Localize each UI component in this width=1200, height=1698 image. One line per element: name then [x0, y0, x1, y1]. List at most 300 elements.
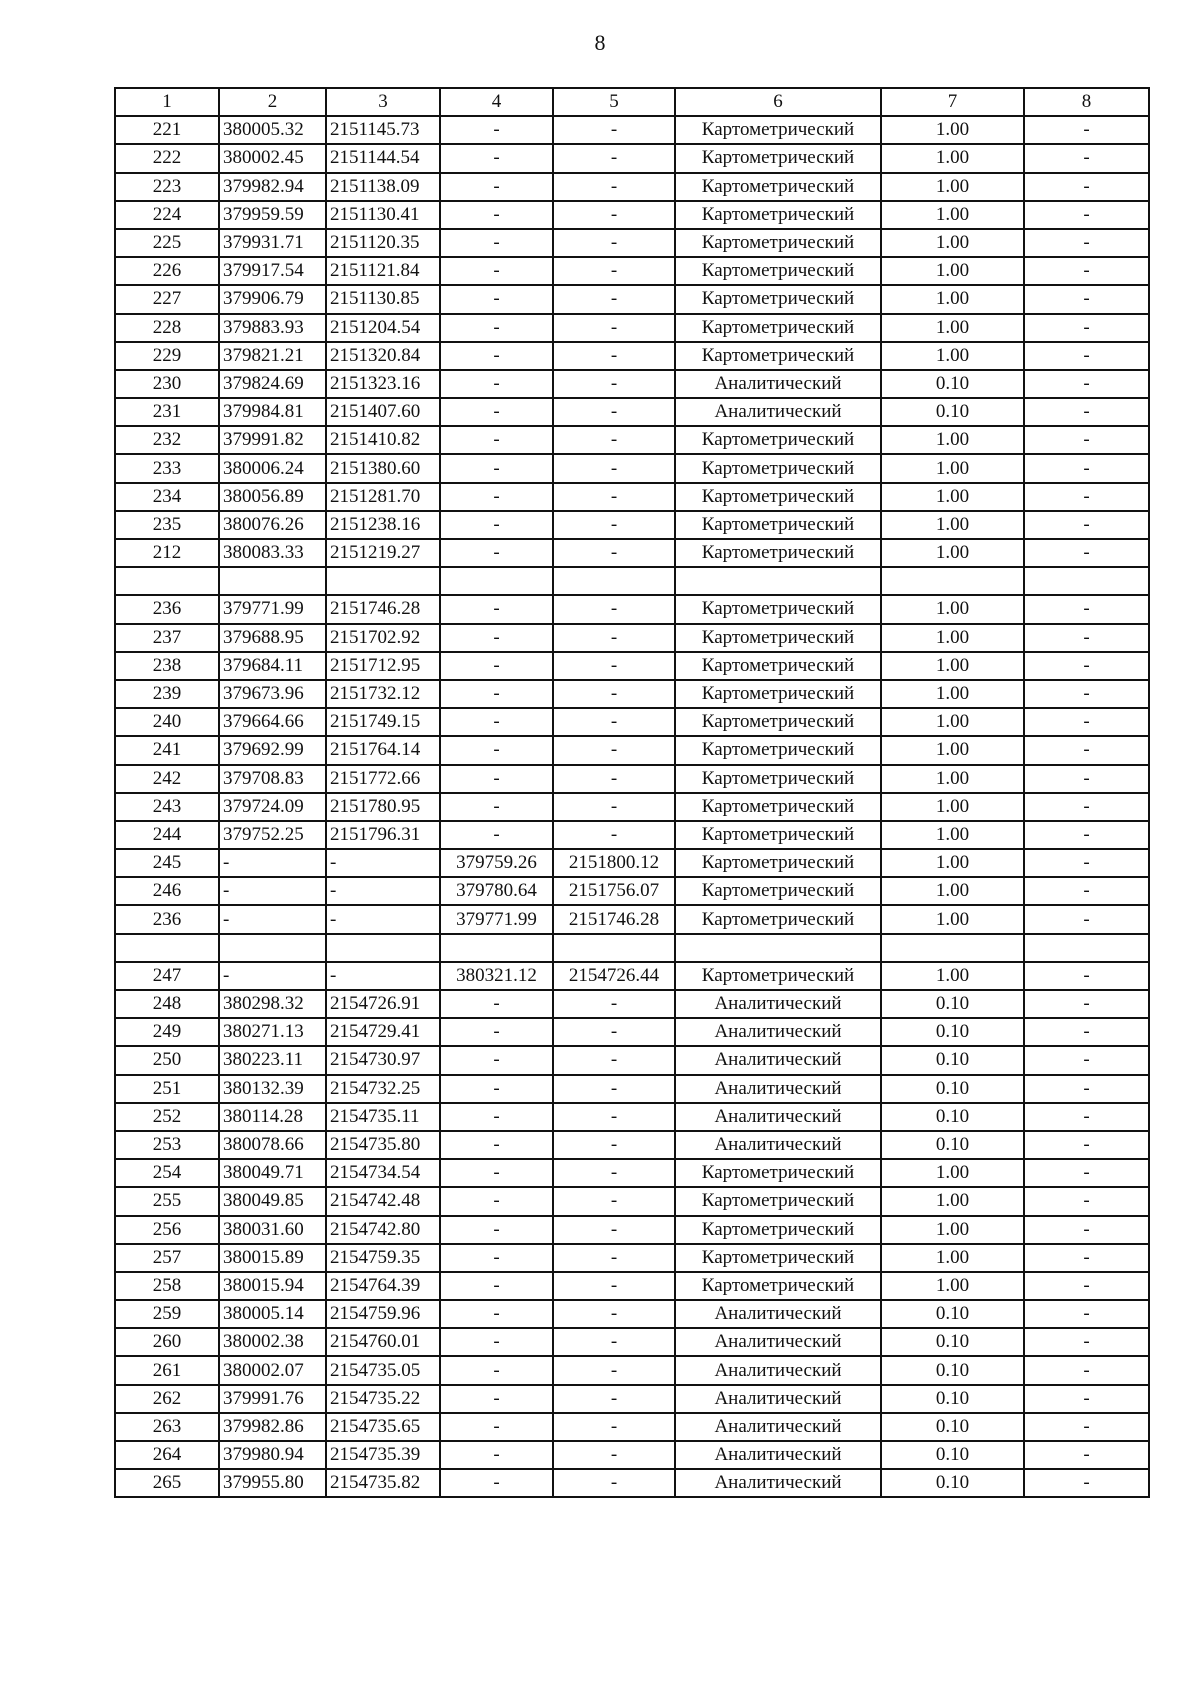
table-cell: 379980.94 — [219, 1441, 326, 1469]
table-cell: - — [440, 1103, 553, 1131]
table-cell: - — [553, 1159, 675, 1187]
table-cell — [553, 567, 675, 595]
table-cell: 0.10 — [881, 1328, 1024, 1356]
table-cell: - — [553, 1187, 675, 1215]
table-cell: 0.10 — [881, 1469, 1024, 1497]
table-row — [115, 173, 1149, 201]
table-cell: Картометрический — [675, 962, 881, 990]
table-cell: 2154735.82 — [326, 1469, 440, 1497]
table-cell: 243 — [115, 793, 219, 821]
table-cell: Аналитический — [675, 1300, 881, 1328]
table-cell: Аналитический — [675, 1075, 881, 1103]
table-cell: 0.10 — [881, 1356, 1024, 1384]
table-cell: - — [440, 793, 553, 821]
table-cell: 379824.69 — [219, 370, 326, 398]
table-cell: - — [1024, 370, 1149, 398]
table-cell: - — [1024, 1103, 1149, 1131]
table-row — [115, 736, 1149, 764]
table-row — [115, 849, 1149, 877]
table-cell: 2154735.05 — [326, 1356, 440, 1384]
table-cell: Картометрический — [675, 257, 881, 285]
table-cell: - — [1024, 511, 1149, 539]
table-cell: 0.10 — [881, 1385, 1024, 1413]
table-row — [115, 934, 1149, 962]
table-cell: 2151764.14 — [326, 736, 440, 764]
table-cell: 380321.12 — [440, 962, 553, 990]
table-cell: 2151732.12 — [326, 680, 440, 708]
table-cell: - — [553, 680, 675, 708]
table-cell: - — [553, 1046, 675, 1074]
table-cell: - — [1024, 539, 1149, 567]
table-cell: 1.00 — [881, 877, 1024, 905]
table-cell: - — [1024, 680, 1149, 708]
table-cell: 1.00 — [881, 595, 1024, 623]
table-cell: - — [1024, 1131, 1149, 1159]
table-cell: - — [440, 1356, 553, 1384]
table-cell: - — [1024, 962, 1149, 990]
table-cell: - — [440, 144, 553, 172]
table-cell: 380002.07 — [219, 1356, 326, 1384]
table-cell: 239 — [115, 680, 219, 708]
table-cell: 1.00 — [881, 257, 1024, 285]
table-cell: 379982.86 — [219, 1413, 326, 1441]
table-cell: 379771.99 — [440, 905, 553, 933]
table-cell: 238 — [115, 652, 219, 680]
table-row — [115, 342, 1149, 370]
table-cell: Картометрический — [675, 314, 881, 342]
table-cell: - — [440, 652, 553, 680]
table-row — [115, 1018, 1149, 1046]
table-cell: 2151380.60 — [326, 454, 440, 482]
table-cell: 2154760.01 — [326, 1328, 440, 1356]
table-cell: 248 — [115, 990, 219, 1018]
table-body — [115, 116, 1149, 1497]
table-cell: 0.10 — [881, 1131, 1024, 1159]
table-cell: 262 — [115, 1385, 219, 1413]
table-row — [115, 905, 1149, 933]
table-cell: 0.10 — [881, 1075, 1024, 1103]
table-row — [115, 144, 1149, 172]
table-cell: 2151238.16 — [326, 511, 440, 539]
table-cell: - — [440, 1131, 553, 1159]
table-cell: - — [440, 680, 553, 708]
table-cell: 1.00 — [881, 1159, 1024, 1187]
table-cell — [326, 567, 440, 595]
table-row — [115, 201, 1149, 229]
table-cell: 379708.83 — [219, 765, 326, 793]
table-row — [115, 624, 1149, 652]
table-cell: - — [1024, 1159, 1149, 1187]
table-cell: 1.00 — [881, 680, 1024, 708]
table-cell: 1.00 — [881, 736, 1024, 764]
table-cell: Картометрический — [675, 624, 881, 652]
table-cell: 1.00 — [881, 765, 1024, 793]
table-cell: - — [326, 962, 440, 990]
table-cell — [881, 567, 1024, 595]
table-cell: - — [1024, 821, 1149, 849]
table-row — [115, 1187, 1149, 1215]
table-cell: Картометрический — [675, 342, 881, 370]
table-cell: - — [1024, 1385, 1149, 1413]
table-cell: 2154742.80 — [326, 1216, 440, 1244]
table-cell: 2151144.54 — [326, 144, 440, 172]
table-cell: 379991.82 — [219, 426, 326, 454]
table-cell — [1024, 934, 1149, 962]
table-cell: 249 — [115, 1018, 219, 1046]
table-cell: 1.00 — [881, 793, 1024, 821]
table-cell: - — [553, 1300, 675, 1328]
table-cell: - — [219, 849, 326, 877]
table-cell: 225 — [115, 229, 219, 257]
table-cell: - — [1024, 708, 1149, 736]
table-cell: 379959.59 — [219, 201, 326, 229]
column-header: 2 — [219, 88, 326, 116]
table-cell: 379664.66 — [219, 708, 326, 736]
table-row — [115, 426, 1149, 454]
table-cell: 222 — [115, 144, 219, 172]
table-cell: - — [1024, 624, 1149, 652]
table-cell: - — [440, 708, 553, 736]
table-cell: 380056.89 — [219, 483, 326, 511]
table-row — [115, 370, 1149, 398]
table-row — [115, 1356, 1149, 1384]
table-cell: Аналитический — [675, 1103, 881, 1131]
table-cell: - — [1024, 426, 1149, 454]
table-cell — [1024, 567, 1149, 595]
table-cell: 2154759.96 — [326, 1300, 440, 1328]
table-cell: - — [1024, 229, 1149, 257]
table-cell: 1.00 — [881, 511, 1024, 539]
table-cell: 1.00 — [881, 1272, 1024, 1300]
table-cell: 2151746.28 — [553, 905, 675, 933]
table-cell: 379673.96 — [219, 680, 326, 708]
table-cell: 2154732.25 — [326, 1075, 440, 1103]
table-row — [115, 1046, 1149, 1074]
table-cell: 379759.26 — [440, 849, 553, 877]
table-cell: 226 — [115, 257, 219, 285]
table-cell: - — [440, 990, 553, 1018]
table-cell: Картометрический — [675, 1159, 881, 1187]
table-cell: - — [440, 1328, 553, 1356]
table-cell: - — [219, 962, 326, 990]
table-cell: - — [440, 539, 553, 567]
table-cell: - — [553, 821, 675, 849]
table-cell: - — [553, 398, 675, 426]
column-header: 5 — [553, 88, 675, 116]
table-cell: - — [553, 736, 675, 764]
table-row — [115, 1075, 1149, 1103]
table-cell: 2151702.92 — [326, 624, 440, 652]
table-cell: - — [553, 624, 675, 652]
table-cell: 2151407.60 — [326, 398, 440, 426]
table-cell: Картометрический — [675, 652, 881, 680]
table-cell: 380031.60 — [219, 1216, 326, 1244]
table-cell: Картометрический — [675, 736, 881, 764]
table-row — [115, 990, 1149, 1018]
table-cell: Картометрический — [675, 905, 881, 933]
table-cell: 380083.33 — [219, 539, 326, 567]
table-cell: 379883.93 — [219, 314, 326, 342]
table-row — [115, 1216, 1149, 1244]
table-cell: - — [440, 821, 553, 849]
table-cell: 380005.32 — [219, 116, 326, 144]
table-cell: 2154726.91 — [326, 990, 440, 1018]
table-cell: - — [440, 1272, 553, 1300]
table-cell: 380132.39 — [219, 1075, 326, 1103]
table-cell: - — [553, 1018, 675, 1046]
table-cell: - — [440, 1216, 553, 1244]
table-cell: 263 — [115, 1413, 219, 1441]
table-cell: 1.00 — [881, 821, 1024, 849]
table-cell: - — [1024, 257, 1149, 285]
table-cell: 255 — [115, 1187, 219, 1215]
table-cell: 379724.09 — [219, 793, 326, 821]
table-cell: 258 — [115, 1272, 219, 1300]
table-cell: 2154764.39 — [326, 1272, 440, 1300]
table-cell: - — [1024, 144, 1149, 172]
table-cell: 257 — [115, 1244, 219, 1272]
table-cell: - — [1024, 314, 1149, 342]
table-cell: 2151320.84 — [326, 342, 440, 370]
table-row — [115, 567, 1149, 595]
table-cell: 379780.64 — [440, 877, 553, 905]
table-cell: - — [553, 342, 675, 370]
table-row — [115, 1385, 1149, 1413]
table-cell: - — [553, 511, 675, 539]
table-header-row — [115, 88, 1149, 116]
table-cell: - — [1024, 398, 1149, 426]
table-cell: 2151219.27 — [326, 539, 440, 567]
table-row — [115, 765, 1149, 793]
table-cell: 1.00 — [881, 539, 1024, 567]
table-cell: - — [1024, 454, 1149, 482]
table-cell: 264 — [115, 1441, 219, 1469]
table-cell: - — [440, 1018, 553, 1046]
table-cell: 2154735.22 — [326, 1385, 440, 1413]
table-cell: - — [1024, 342, 1149, 370]
table-cell: 1.00 — [881, 144, 1024, 172]
table-cell: - — [440, 229, 553, 257]
table-cell: 0.10 — [881, 1300, 1024, 1328]
table-cell: - — [1024, 652, 1149, 680]
table-cell: 1.00 — [881, 314, 1024, 342]
table-row — [115, 314, 1149, 342]
table-cell: - — [1024, 1413, 1149, 1441]
table-cell: - — [553, 1413, 675, 1441]
table-cell: - — [553, 173, 675, 201]
table-cell: 0.10 — [881, 1018, 1024, 1046]
table-cell: - — [440, 511, 553, 539]
table-cell: - — [440, 314, 553, 342]
table-cell: - — [553, 370, 675, 398]
table-cell: 223 — [115, 173, 219, 201]
table-cell: - — [553, 426, 675, 454]
table-cell: 1.00 — [881, 116, 1024, 144]
table-cell: 252 — [115, 1103, 219, 1131]
table-cell: - — [1024, 483, 1149, 511]
table-cell: 250 — [115, 1046, 219, 1074]
column-header: 8 — [1024, 88, 1149, 116]
table-cell: 253 — [115, 1131, 219, 1159]
table-cell: 2151121.84 — [326, 257, 440, 285]
table-cell: 2151772.66 — [326, 765, 440, 793]
table-row — [115, 257, 1149, 285]
table-cell: Аналитический — [675, 1385, 881, 1413]
table-cell: 1.00 — [881, 624, 1024, 652]
table-cell: - — [553, 483, 675, 511]
table-cell: - — [440, 1441, 553, 1469]
table-cell — [881, 934, 1024, 962]
table-cell: 380005.14 — [219, 1300, 326, 1328]
table-cell: Картометрический — [675, 1187, 881, 1215]
table-cell: 380271.13 — [219, 1018, 326, 1046]
table-cell: 2154742.48 — [326, 1187, 440, 1215]
table-cell: - — [326, 905, 440, 933]
table-cell: - — [440, 116, 553, 144]
table-cell: 380002.45 — [219, 144, 326, 172]
table-cell: 2151749.15 — [326, 708, 440, 736]
table-row — [115, 1159, 1149, 1187]
table-cell: - — [553, 201, 675, 229]
table-cell — [440, 934, 553, 962]
table-cell: - — [440, 1075, 553, 1103]
table-cell — [219, 934, 326, 962]
table-row — [115, 595, 1149, 623]
table-cell: 2154729.41 — [326, 1018, 440, 1046]
table-row — [115, 793, 1149, 821]
table-cell: Картометрический — [675, 1244, 881, 1272]
table-cell: 234 — [115, 483, 219, 511]
table-cell: - — [440, 624, 553, 652]
table-cell: 379991.76 — [219, 1385, 326, 1413]
table-cell: - — [553, 1216, 675, 1244]
table-cell: 2154726.44 — [553, 962, 675, 990]
table-row — [115, 1441, 1149, 1469]
table-cell: 228 — [115, 314, 219, 342]
table-cell: - — [553, 1385, 675, 1413]
table-cell — [219, 567, 326, 595]
table-cell: - — [440, 736, 553, 764]
column-header: 7 — [881, 88, 1024, 116]
table-cell: 229 — [115, 342, 219, 370]
table-cell: 0.10 — [881, 1103, 1024, 1131]
table-cell: Аналитический — [675, 398, 881, 426]
table-cell: 2154735.65 — [326, 1413, 440, 1441]
table-cell: Картометрический — [675, 1216, 881, 1244]
table-row — [115, 285, 1149, 313]
table-cell: 2151410.82 — [326, 426, 440, 454]
table-cell: - — [553, 1441, 675, 1469]
table-cell: Аналитический — [675, 1328, 881, 1356]
table-cell: - — [553, 539, 675, 567]
table-cell: Картометрический — [675, 1272, 881, 1300]
table-cell: - — [440, 454, 553, 482]
table-row — [115, 1413, 1149, 1441]
table-cell: 380049.71 — [219, 1159, 326, 1187]
table-cell: - — [326, 849, 440, 877]
table-cell: - — [440, 342, 553, 370]
table-cell: - — [553, 990, 675, 1018]
table-cell: 380002.38 — [219, 1328, 326, 1356]
table-cell: 244 — [115, 821, 219, 849]
table-cell: 1.00 — [881, 905, 1024, 933]
table-cell: - — [440, 765, 553, 793]
table-cell: 233 — [115, 454, 219, 482]
table-cell: - — [1024, 201, 1149, 229]
table-cell: - — [440, 1187, 553, 1215]
table-cell: 231 — [115, 398, 219, 426]
table-cell: 2151712.95 — [326, 652, 440, 680]
table-cell: 261 — [115, 1356, 219, 1384]
table-cell: 2154759.35 — [326, 1244, 440, 1272]
table-cell: 246 — [115, 877, 219, 905]
table-cell: 380015.94 — [219, 1272, 326, 1300]
table-cell — [440, 567, 553, 595]
table-cell: 1.00 — [881, 229, 1024, 257]
table-cell: - — [1024, 849, 1149, 877]
table-cell: - — [553, 1356, 675, 1384]
table-cell: 1.00 — [881, 1216, 1024, 1244]
table-cell: 241 — [115, 736, 219, 764]
table-cell: 380006.24 — [219, 454, 326, 482]
table-cell: 0.10 — [881, 398, 1024, 426]
table-cell: 1.00 — [881, 201, 1024, 229]
table-cell: Аналитический — [675, 370, 881, 398]
table-cell: 235 — [115, 511, 219, 539]
table-cell: - — [1024, 765, 1149, 793]
table-cell: Картометрический — [675, 285, 881, 313]
table-cell: 0.10 — [881, 370, 1024, 398]
table-row — [115, 1272, 1149, 1300]
table-cell: 379984.81 — [219, 398, 326, 426]
table-cell: 1.00 — [881, 426, 1024, 454]
table-row — [115, 398, 1149, 426]
table-cell: Картометрический — [675, 426, 881, 454]
table-cell: 2154735.39 — [326, 1441, 440, 1469]
table-cell: - — [553, 116, 675, 144]
table-cell: - — [440, 1385, 553, 1413]
table-cell: Картометрический — [675, 821, 881, 849]
table-cell: 251 — [115, 1075, 219, 1103]
table-cell: 1.00 — [881, 652, 1024, 680]
table-cell: 2151138.09 — [326, 173, 440, 201]
table-cell: - — [440, 483, 553, 511]
table-cell: 2151780.95 — [326, 793, 440, 821]
table-cell: - — [1024, 1328, 1149, 1356]
table-cell: 1.00 — [881, 708, 1024, 736]
table-cell: - — [1024, 1046, 1149, 1074]
table-cell: 379771.99 — [219, 595, 326, 623]
table-cell: 247 — [115, 962, 219, 990]
table-cell: - — [553, 1075, 675, 1103]
table-cell: 380298.32 — [219, 990, 326, 1018]
table-cell: - — [440, 426, 553, 454]
table-cell: - — [1024, 1441, 1149, 1469]
table-cell: - — [553, 1244, 675, 1272]
table-cell: - — [1024, 1018, 1149, 1046]
table-cell: - — [1024, 736, 1149, 764]
table-cell: - — [219, 877, 326, 905]
table-cell: - — [553, 1103, 675, 1131]
table-cell: - — [440, 1469, 553, 1497]
table-cell: - — [1024, 1300, 1149, 1328]
table-cell: - — [1024, 1469, 1149, 1497]
table-cell: 265 — [115, 1469, 219, 1497]
table-cell: - — [1024, 1244, 1149, 1272]
table-cell: 1.00 — [881, 342, 1024, 370]
table-cell — [326, 934, 440, 962]
table-cell: - — [553, 314, 675, 342]
